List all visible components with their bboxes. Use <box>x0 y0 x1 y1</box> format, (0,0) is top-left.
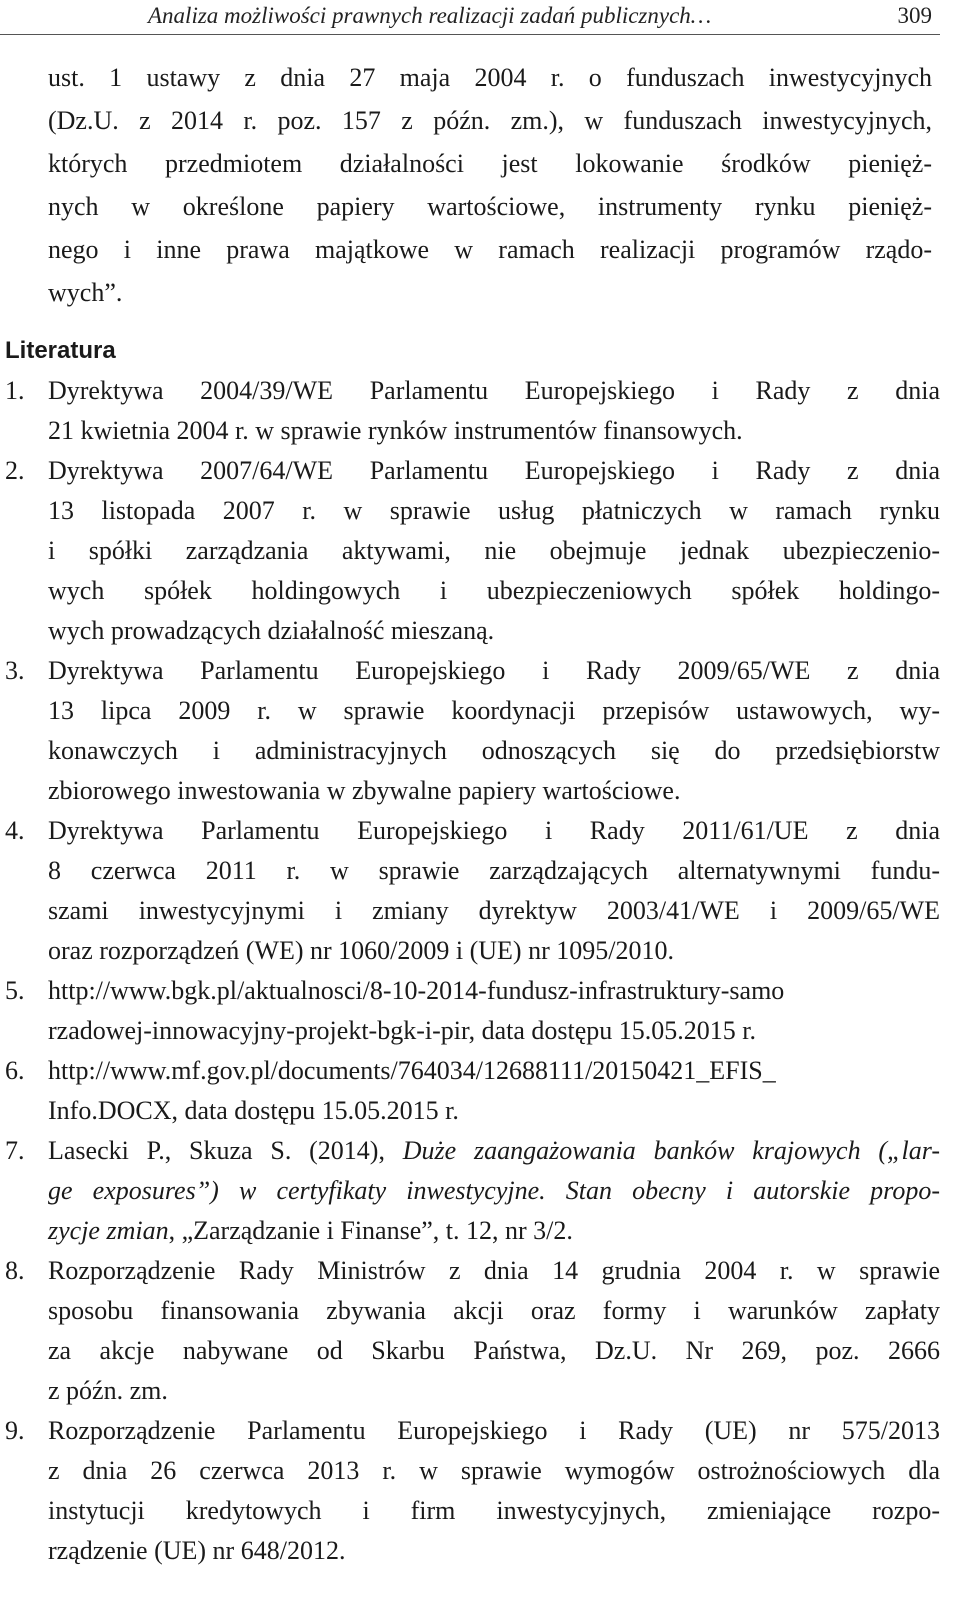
reference-item <box>0 651 940 811</box>
reference-line: szami inwestycyjnymi i zmiany dyrektyw 2003/41/WE i 2009/65/WE <box>48 896 940 925</box>
reference-line: zbiorowego inwestowania w zbywalne papiery wartościowe. <box>48 776 681 805</box>
reference-item <box>0 371 940 451</box>
reference-line: oraz rozporządzeń (WE) nr 1060/2009 i (UE) nr 1095/2010. <box>48 936 674 965</box>
reference-line: rządzenie (UE) nr 648/2012. <box>48 1536 346 1565</box>
reference-line: z późn. zm. <box>48 1376 168 1405</box>
reference-item <box>0 1251 940 1411</box>
reference-item <box>0 1131 940 1251</box>
reference-line: Info.DOCX, data dostępu 15.05.2015 r. <box>48 1096 459 1125</box>
reference-line <box>48 1131 940 1171</box>
reference-line: 21 kwietnia 2004 r. w sprawie rynków instrumentów finansowych. <box>48 416 743 445</box>
reference-line: 8 czerwca 2011 r. w sprawie zarządzających alternatywnymi fundu- <box>48 856 940 885</box>
page-number: 309 <box>897 3 932 28</box>
reference-line: Rozporządzenie Parlamentu Europejskiego i Rady (UE) nr 575/2013 <box>48 1416 940 1445</box>
reference-list <box>0 371 940 1571</box>
reference-number: 8. <box>5 1256 25 1285</box>
body-line: wych”. <box>48 278 123 307</box>
reference-line: wych prowadzących działalność mieszaną. <box>48 616 495 645</box>
reference-number: 2. <box>5 456 25 485</box>
body-line: (Dz.U. z 2014 r. poz. 157 z późn. zm.), w funduszach inwestycyjnych, <box>48 106 932 135</box>
body-paragraph <box>48 56 932 314</box>
reference-line <box>48 1211 940 1251</box>
reference-url-line: http://www.bgk.pl/aktualnosci/8-10-2014-fundusz-infrastruktury-samo <box>48 976 785 1005</box>
reference-line: rzadowej-innowacyjny-projekt-bgk-i-pir, data dostępu 15.05.2015 r. <box>48 1016 756 1045</box>
reference-line: za akcje nabywane od Skarbu Państwa, Dz.U. Nr 269, poz. 2666 <box>48 1336 940 1365</box>
reference-line: konawczych i administracyjnych odnoszących się do przedsiębiorstw <box>48 736 940 765</box>
reference-line: 13 listopada 2007 r. w sprawie usług płatniczych w ramach rynku <box>48 496 940 525</box>
body-line: których przedmiotem działalności jest lokowanie środków pienięż- <box>48 149 932 178</box>
running-header-title: Analiza możliwości prawnych realizacji zadań publicznych… <box>148 3 712 28</box>
reference-item <box>0 971 940 1051</box>
reference-line: instytucji kredytowych i firm inwestycyjnych, zmieniające rozpo- <box>48 1496 940 1525</box>
reference-number: 9. <box>5 1416 25 1445</box>
reference-number: 4. <box>5 816 25 845</box>
reference-title-italic: Duże zaangażowania banków krajowych („lar- <box>402 1136 940 1165</box>
reference-line: Dyrektywa Parlamentu Europejskiego i Rady 2011/61/UE z dnia <box>48 816 940 845</box>
reference-line: Dyrektywa Parlamentu Europejskiego i Rady 2009/65/WE z dnia <box>48 656 940 685</box>
reference-source: , „Zarządzanie i Finanse”, t. 12, nr 3/2. <box>168 1216 573 1245</box>
running-header <box>0 0 940 35</box>
reference-item <box>0 1411 940 1571</box>
reference-line: sposobu finansowania zbywania akcji oraz formy i warunków zapłaty <box>48 1296 940 1325</box>
reference-item <box>0 451 940 651</box>
reference-authors: Lasecki P., Skuza S. (2014), <box>48 1136 403 1165</box>
body-line: nego i inne prawa majątkowe w ramach realizacji programów rządo- <box>48 235 932 264</box>
reference-title-italic: ge exposures”) w certyfikaty inwestycyjne. Stan obecny i autorskie propo- <box>48 1176 940 1205</box>
reference-item <box>0 811 940 971</box>
reference-number: 6. <box>5 1056 25 1085</box>
reference-number: 1. <box>5 376 25 405</box>
reference-line: 13 lipca 2009 r. w sprawie koordynacji przepisów ustawowych, wy- <box>48 696 940 725</box>
reference-line: Rozporządzenie Rady Ministrów z dnia 14 grudnia 2004 r. w sprawie <box>48 1256 940 1285</box>
section-heading: Literatura <box>5 337 116 364</box>
reference-url-line: http://www.mf.gov.pl/documents/764034/12688111/20150421_EFIS_ <box>48 1056 776 1085</box>
reference-number: 3. <box>5 656 25 685</box>
reference-number: 7. <box>5 1136 25 1165</box>
reference-number: 5. <box>5 976 25 1005</box>
reference-line: Dyrektywa 2007/64/WE Parlamentu Europejskiego i Rady z dnia <box>48 456 940 485</box>
body-line: ust. 1 ustawy z dnia 27 maja 2004 r. o funduszach inwestycyjnych <box>48 63 932 92</box>
reference-line: Dyrektywa 2004/39/WE Parlamentu Europejskiego i Rady z dnia <box>48 376 940 405</box>
body-line: nych w określone papiery wartościowe, instrumenty rynku pienięż- <box>48 192 932 221</box>
reference-line: wych spółek holdingowych i ubezpieczeniowych spółek holdingo- <box>48 576 940 605</box>
reference-title-italic: zycje zmian <box>48 1216 169 1245</box>
reference-line: z dnia 26 czerwca 2013 r. w sprawie wymogów ostrożnościowych dla <box>48 1456 940 1485</box>
reference-line: i spółki zarządzania aktywami, nie obejmuje jednak ubezpieczenio- <box>48 536 940 565</box>
reference-item <box>0 1051 940 1131</box>
